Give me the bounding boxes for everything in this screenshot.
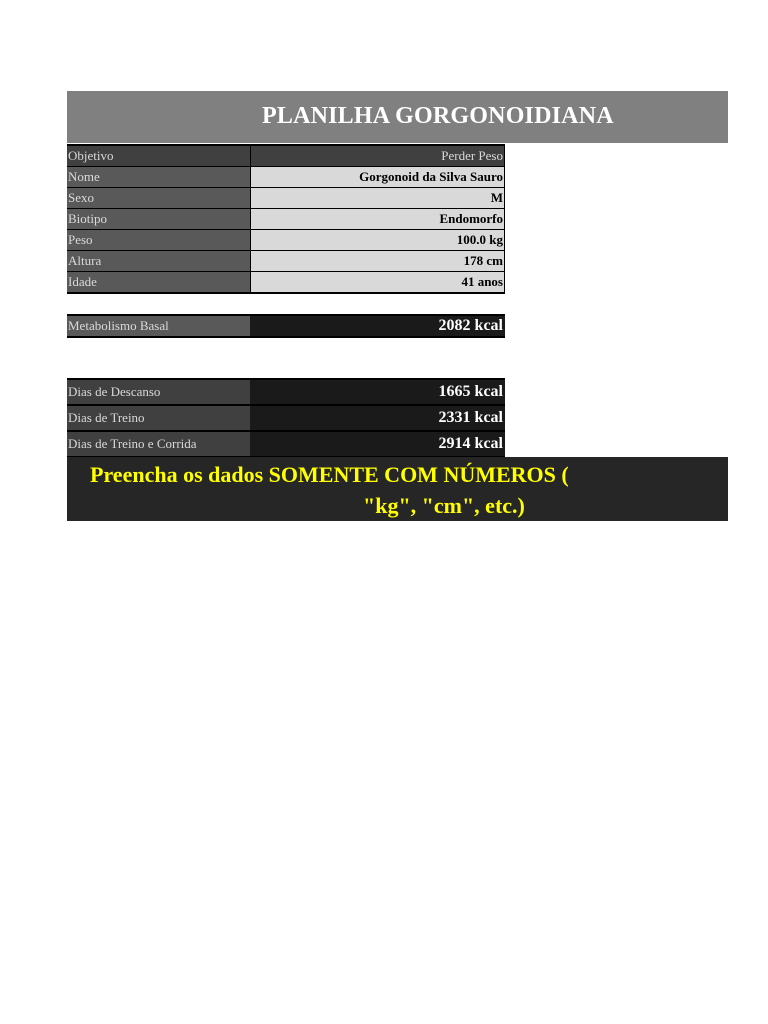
- value-idade[interactable]: 41 anos: [251, 272, 505, 294]
- label-altura: Altura: [67, 251, 251, 272]
- label-metabolismo: Metabolismo Basal: [67, 315, 250, 337]
- label-idade: Idade: [67, 272, 251, 294]
- value-objetivo[interactable]: Perder Peso: [251, 145, 505, 167]
- label-peso: Peso: [67, 230, 251, 251]
- row-biotipo: [67, 209, 505, 230]
- value-biotipo[interactable]: Endomorfo: [251, 209, 505, 230]
- value-peso[interactable]: 100.0 kg: [251, 230, 505, 251]
- value-nome[interactable]: Gorgonoid da Silva Sauro: [251, 167, 505, 188]
- row-treino: [67, 405, 505, 431]
- row-descanso: [67, 379, 505, 405]
- metabolism-table: [67, 314, 505, 338]
- label-objetivo: Objetivo: [67, 145, 251, 167]
- value-treino: 2331 kcal: [250, 405, 505, 431]
- row-sexo: [67, 188, 505, 209]
- value-descanso: 1665 kcal: [250, 379, 505, 405]
- value-altura[interactable]: 178 cm: [251, 251, 505, 272]
- row-metabolismo: [67, 315, 505, 337]
- row-objetivo: [67, 145, 505, 167]
- days-table: [67, 378, 505, 457]
- page-title: PLANILHA GORGONOIDIANA: [262, 103, 614, 129]
- label-descanso: Dias de Descanso: [67, 379, 250, 405]
- label-biotipo: Biotipo: [67, 209, 251, 230]
- row-idade: [67, 272, 505, 294]
- notice-box: [67, 457, 728, 521]
- value-metabolismo: 2082 kcal: [250, 315, 505, 337]
- notice-line-2: "kg", "cm", etc.): [363, 493, 525, 518]
- notice-line-1: Preencha os dados SOMENTE COM NÚMEROS (: [90, 462, 569, 487]
- row-peso: [67, 230, 505, 251]
- profile-table: [67, 144, 505, 294]
- row-nome: [67, 167, 505, 188]
- row-treino-corrida: [67, 431, 505, 457]
- label-treino-corrida: Dias de Treino e Corrida: [67, 431, 250, 457]
- label-nome: Nome: [67, 167, 251, 188]
- value-treino-corrida: 2914 kcal: [250, 431, 505, 457]
- label-sexo: Sexo: [67, 188, 251, 209]
- row-altura: [67, 251, 505, 272]
- label-treino: Dias de Treino: [67, 405, 250, 431]
- value-sexo[interactable]: M: [251, 188, 505, 209]
